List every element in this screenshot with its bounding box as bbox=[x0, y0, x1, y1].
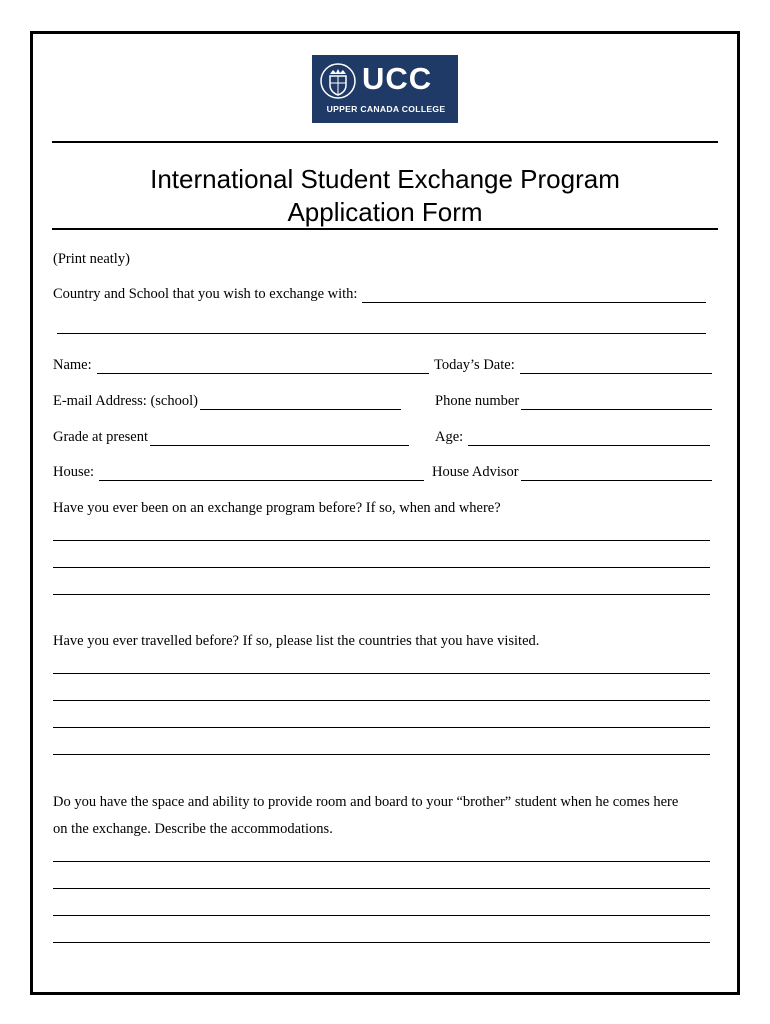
header-rule-bottom bbox=[52, 228, 718, 230]
question-exchange-before: Have you ever been on an exchange program before? If so, when and where? bbox=[53, 500, 501, 516]
country-school-input[interactable] bbox=[362, 289, 706, 303]
name-label: Name: bbox=[53, 357, 92, 373]
page-title bbox=[52, 163, 718, 229]
email-field[interactable] bbox=[53, 392, 401, 410]
name-input[interactable] bbox=[97, 360, 429, 374]
country-school-input-line-2[interactable] bbox=[57, 333, 706, 334]
grade-field[interactable] bbox=[53, 428, 409, 446]
age-input[interactable] bbox=[468, 432, 710, 446]
title-line-1: International Student Exchange Program bbox=[150, 164, 620, 194]
answer-line[interactable] bbox=[53, 915, 710, 916]
question-room-board-line-1: Do you have the space and ability to provide room and board to your “brother” student when he comes here bbox=[53, 794, 679, 810]
question-travelled-before: Have you ever travelled before? If so, please list the countries that you have visited. bbox=[53, 633, 540, 649]
house-label: House: bbox=[53, 464, 95, 480]
house-input[interactable] bbox=[99, 467, 424, 481]
grade-input[interactable] bbox=[150, 432, 409, 446]
answer-line[interactable] bbox=[53, 540, 710, 541]
phone-input[interactable] bbox=[521, 396, 712, 410]
name-field[interactable] bbox=[53, 356, 429, 374]
answer-line[interactable] bbox=[53, 594, 710, 595]
answer-line[interactable] bbox=[53, 754, 710, 755]
phone-field[interactable] bbox=[435, 392, 712, 410]
email-label: E-mail Address: (school) bbox=[53, 393, 198, 409]
todays-date-field[interactable] bbox=[434, 356, 712, 374]
age-field[interactable] bbox=[435, 428, 710, 446]
header-rule-top bbox=[52, 141, 718, 143]
house-advisor-label: House Advisor bbox=[432, 464, 519, 480]
todays-date-input[interactable] bbox=[520, 360, 712, 374]
house-advisor-input[interactable] bbox=[521, 467, 712, 481]
logo-full-name: UPPER CANADA COLLEGE bbox=[326, 104, 446, 114]
answer-line[interactable] bbox=[53, 861, 710, 862]
print-neatly-note: (Print neatly) bbox=[53, 251, 130, 267]
answer-line[interactable] bbox=[53, 942, 710, 943]
answer-line[interactable] bbox=[53, 700, 710, 701]
email-input[interactable] bbox=[200, 396, 401, 410]
todays-date-label: Today’s Date: bbox=[434, 357, 515, 373]
house-field[interactable] bbox=[53, 463, 424, 481]
country-school-field[interactable] bbox=[53, 285, 706, 303]
grade-label: Grade at present bbox=[53, 429, 149, 445]
age-label: Age: bbox=[435, 429, 464, 445]
answer-line[interactable] bbox=[53, 567, 710, 568]
phone-label: Phone number bbox=[435, 393, 520, 409]
answer-line[interactable] bbox=[53, 888, 710, 889]
answer-line[interactable] bbox=[53, 673, 710, 674]
question-room-board-line-2: on the exchange. Describe the accommodations. bbox=[53, 821, 333, 837]
answer-line[interactable] bbox=[53, 727, 710, 728]
country-school-label: Country and School that you wish to exchange with: bbox=[53, 286, 358, 302]
title-line-2: Application Form bbox=[287, 197, 483, 227]
ucc-logo bbox=[312, 55, 458, 123]
house-advisor-field[interactable] bbox=[432, 463, 712, 481]
crest-icon bbox=[318, 61, 358, 101]
logo-abbreviation: UCC bbox=[362, 61, 433, 96]
